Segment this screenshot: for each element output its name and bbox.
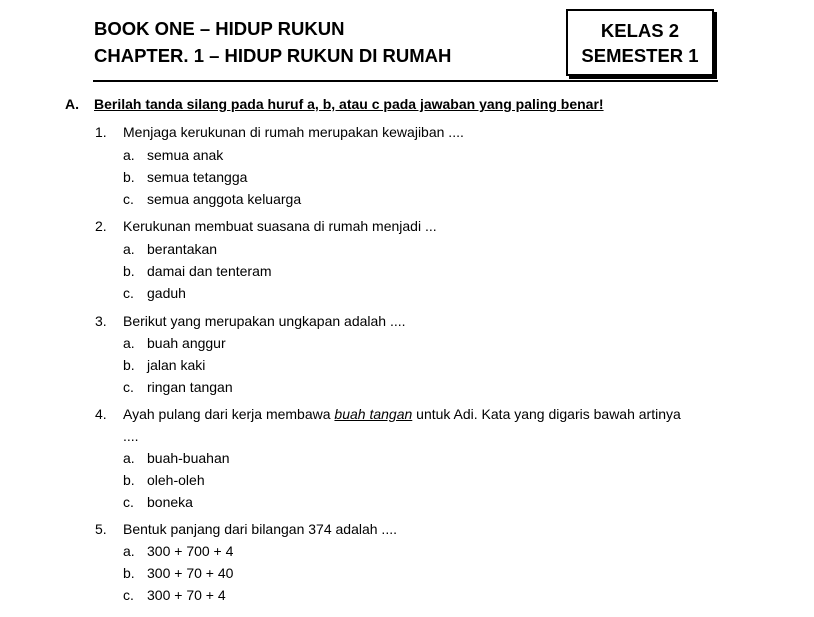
option-text: 300 + 700 + 4 bbox=[147, 543, 234, 559]
option-label: c. bbox=[123, 494, 134, 510]
header-divider bbox=[93, 80, 718, 82]
option-label: a. bbox=[123, 543, 135, 559]
option-label: c. bbox=[123, 587, 134, 603]
question-number: 5. bbox=[95, 521, 107, 537]
option-label: c. bbox=[123, 191, 134, 207]
option-text: oleh-oleh bbox=[147, 472, 205, 488]
option-text: jalan kaki bbox=[147, 357, 206, 373]
option-text: boneka bbox=[147, 494, 193, 510]
option-label: a. bbox=[123, 241, 135, 257]
question-text-before: Ayah pulang dari kerja membawa bbox=[123, 406, 335, 422]
option-label: b. bbox=[123, 169, 135, 185]
section-instruction: Berilah tanda silang pada huruf a, b, atau c pada jawaban yang paling benar! bbox=[94, 96, 604, 112]
question-text: Bentuk panjang dari bilangan 374 adalah .... bbox=[123, 521, 397, 537]
question-text bbox=[123, 406, 681, 422]
page-title-line2: CHAPTER. 1 – HIDUP RUKUN DI RUMAH bbox=[94, 45, 452, 66]
option-label: a. bbox=[123, 147, 135, 163]
option-text: 300 + 70 + 40 bbox=[147, 565, 234, 581]
option-text: 300 + 70 + 4 bbox=[147, 587, 226, 603]
option-text: semua anggota keluarga bbox=[147, 191, 302, 207]
question-number: 2. bbox=[95, 218, 107, 234]
option-label: b. bbox=[123, 263, 135, 279]
section-letter: A. bbox=[65, 96, 79, 112]
option-label: b. bbox=[123, 357, 135, 373]
option-label: b. bbox=[123, 472, 135, 488]
option-text: ringan tangan bbox=[147, 379, 233, 395]
question-number: 1. bbox=[95, 124, 107, 140]
option-text: buah-buahan bbox=[147, 450, 230, 466]
option-label: c. bbox=[123, 285, 134, 301]
option-label: c. bbox=[123, 379, 134, 395]
option-text: gaduh bbox=[147, 285, 186, 301]
option-text: berantakan bbox=[147, 241, 218, 257]
option-text: semua tetangga bbox=[147, 169, 248, 185]
kelas-box bbox=[566, 9, 714, 76]
question-number: 3. bbox=[95, 313, 107, 329]
option-label: a. bbox=[123, 450, 135, 466]
question-number: 4. bbox=[95, 406, 107, 422]
option-label: b. bbox=[123, 565, 135, 581]
kelas-label: KELAS 2 bbox=[600, 20, 680, 41]
underlined-phrase: buah tangan bbox=[334, 406, 413, 422]
option-text: buah anggur bbox=[147, 335, 226, 351]
option-text: damai dan tenteram bbox=[147, 263, 272, 279]
question-text-continuation: .... bbox=[123, 428, 139, 444]
question-text: Berikut yang merupakan ungkapan adalah .... bbox=[123, 313, 406, 329]
semester-label: SEMESTER 1 bbox=[581, 45, 699, 66]
question-text-after: untuk Adi. Kata yang digaris bawah artinya bbox=[412, 406, 681, 422]
question-text: Kerukunan membuat suasana di rumah menjadi ... bbox=[123, 218, 437, 234]
question-text: Menjaga kerukunan di rumah merupakan kewajiban .... bbox=[123, 124, 464, 140]
page-title-line1: BOOK ONE – HIDUP RUKUN bbox=[94, 18, 345, 39]
option-label: a. bbox=[123, 335, 135, 351]
option-text: semua anak bbox=[147, 147, 224, 163]
